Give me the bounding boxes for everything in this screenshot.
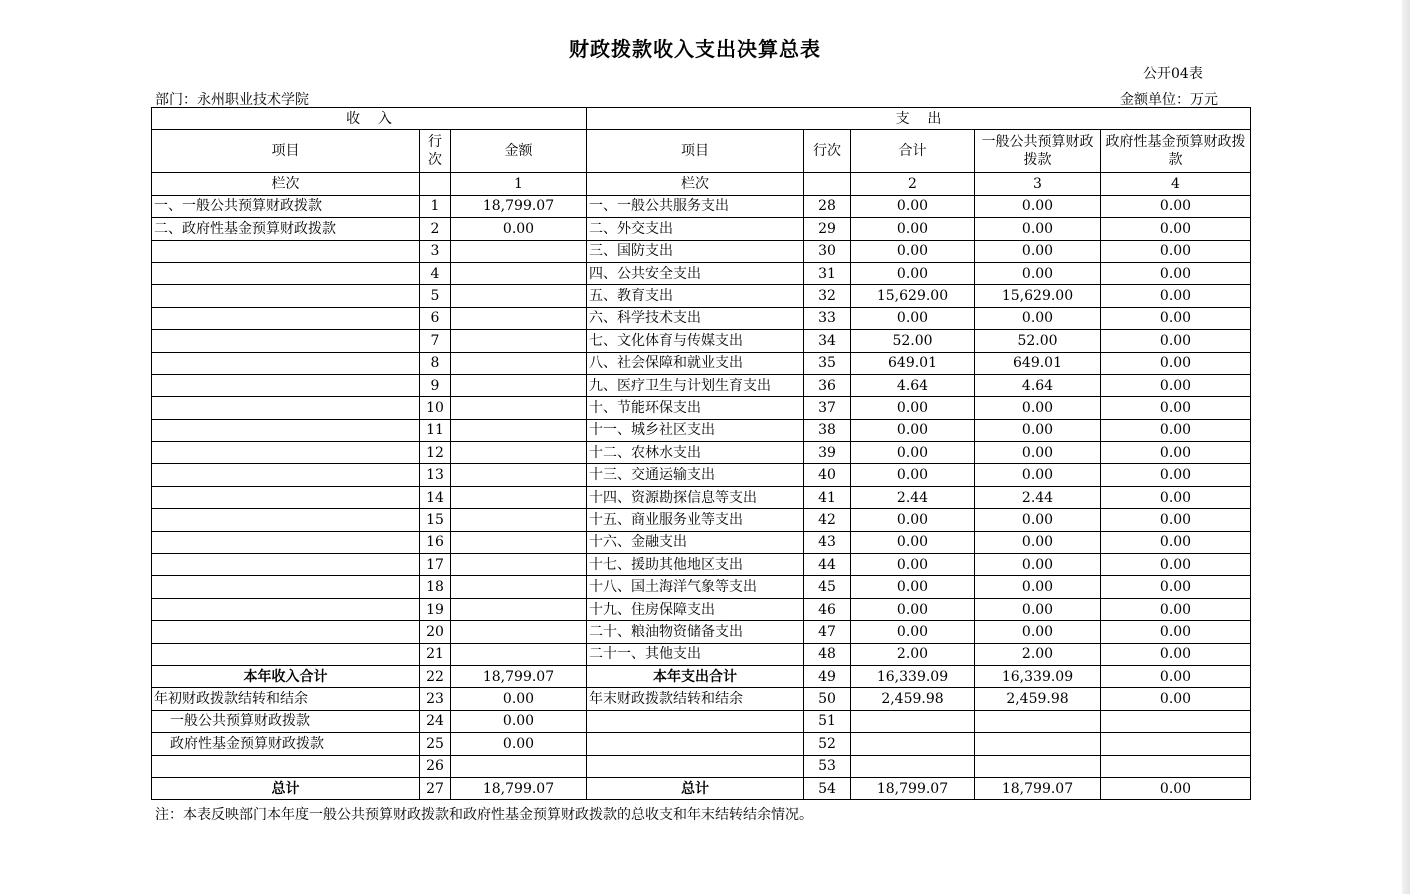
expense-line-cell: 44 <box>804 554 851 576</box>
expense-fund-cell: 0.00 <box>1101 665 1251 687</box>
expense-item-cell: 一、一般公共服务支出 <box>587 195 804 217</box>
expense-total-cell: 2.00 <box>851 643 975 665</box>
income-item-cell: 一、一般公共预算财政拨款 <box>152 195 420 217</box>
income-amount-cell <box>451 374 587 396</box>
expense-item-cell: 九、医疗卫生与计划生育支出 <box>587 374 804 396</box>
expense-line-cell: 52 <box>804 733 851 755</box>
expense-fund-cell: 0.00 <box>1101 218 1251 240</box>
expense-item-cell <box>587 755 804 777</box>
income-amount-cell <box>451 285 587 307</box>
expense-line-cell: 37 <box>804 397 851 419</box>
expense-general-cell <box>975 710 1101 732</box>
income-line-cell: 13 <box>420 464 451 486</box>
col-index-empty <box>420 173 451 195</box>
table-row <box>152 665 1251 687</box>
table-row <box>152 330 1251 352</box>
income-item-cell: 年初财政拨款结转和结余 <box>152 688 420 710</box>
income-line-cell: 11 <box>420 419 451 441</box>
column-index-row <box>152 173 1251 195</box>
income-item-cell <box>152 486 420 508</box>
table-row <box>152 285 1251 307</box>
income-line-cell: 18 <box>420 576 451 598</box>
income-item-cell <box>152 509 420 531</box>
expense-total-cell: 0.00 <box>851 442 975 464</box>
expense-fund-cell: 0.00 <box>1101 374 1251 396</box>
income-line-cell: 20 <box>420 621 451 643</box>
expense-item-cell <box>587 733 804 755</box>
income-amount-cell <box>451 419 587 441</box>
income-amount-cell: 0.00 <box>451 218 587 240</box>
expense-line-cell: 36 <box>804 374 851 396</box>
expense-fund-cell: 0.00 <box>1101 486 1251 508</box>
income-item-cell: 总计 <box>152 777 420 799</box>
expense-item-cell: 十六、金融支出 <box>587 531 804 553</box>
expense-total-cell: 16,339.09 <box>851 665 975 687</box>
expense-item-cell: 十四、资源勘探信息等支出 <box>587 486 804 508</box>
income-line-cell: 26 <box>420 755 451 777</box>
expense-general-cell: 16,339.09 <box>975 665 1101 687</box>
col-index-3: 3 <box>975 173 1101 195</box>
table-row <box>152 442 1251 464</box>
expense-general-cell: 4.64 <box>975 374 1101 396</box>
expense-fund-cell: 0.00 <box>1101 240 1251 262</box>
table-row <box>152 621 1251 643</box>
col-label-right: 栏次 <box>587 173 804 195</box>
expense-total-cell: 0.00 <box>851 419 975 441</box>
expense-fund-cell: 0.00 <box>1101 598 1251 620</box>
income-line-cell: 6 <box>420 307 451 329</box>
expense-fund-cell: 0.00 <box>1101 643 1251 665</box>
expense-fund-cell: 0.00 <box>1101 688 1251 710</box>
expense-general-cell: 0.00 <box>975 240 1101 262</box>
expense-total-cell: 0.00 <box>851 621 975 643</box>
table-row <box>152 554 1251 576</box>
table-row <box>152 733 1251 755</box>
expense-fund-cell: 0.00 <box>1101 621 1251 643</box>
table-row <box>152 710 1251 732</box>
expense-line-cell: 42 <box>804 509 851 531</box>
table-row <box>152 598 1251 620</box>
expense-total-cell: 2,459.98 <box>851 688 975 710</box>
expense-total-cell: 18,799.07 <box>851 777 975 799</box>
income-item-cell: 政府性基金预算财政拨款 <box>152 733 420 755</box>
expense-item-cell: 七、文化体育与传媒支出 <box>587 330 804 352</box>
expense-total-cell: 0.00 <box>851 531 975 553</box>
table-row <box>152 307 1251 329</box>
expense-fund-cell <box>1101 755 1251 777</box>
expense-line-cell: 28 <box>804 195 851 217</box>
income-line-cell: 19 <box>420 598 451 620</box>
income-amount-cell <box>451 531 587 553</box>
income-line-cell: 17 <box>420 554 451 576</box>
income-amount-cell <box>451 755 587 777</box>
expense-general-cell: 52.00 <box>975 330 1101 352</box>
table-row <box>152 397 1251 419</box>
budget-summary-table <box>151 107 1251 800</box>
income-item-cell <box>152 240 420 262</box>
expense-item-cell: 六、科学技术支出 <box>587 307 804 329</box>
expense-item-cell: 四、公共安全支出 <box>587 262 804 284</box>
expense-fund-cell: 0.00 <box>1101 554 1251 576</box>
table-body <box>152 108 1251 800</box>
table-note: 注：本表反映部门本年度一般公共预算财政拨款和政府性基金预算财政拨款的总收支和年末结转结余情况。 <box>155 807 813 823</box>
income-item-cell <box>152 262 420 284</box>
expense-fund-cell: 0.00 <box>1101 576 1251 598</box>
income-line-cell: 3 <box>420 240 451 262</box>
expense-total-cell <box>851 733 975 755</box>
expense-item-cell: 五、教育支出 <box>587 285 804 307</box>
form-number: 公开04表 <box>1143 66 1203 82</box>
expense-item-header: 项目 <box>587 130 804 173</box>
income-item-cell <box>152 419 420 441</box>
expense-fund-cell: 0.00 <box>1101 262 1251 284</box>
expense-total-cell: 15,629.00 <box>851 285 975 307</box>
income-line-cell: 24 <box>420 710 451 732</box>
income-line-cell: 10 <box>420 397 451 419</box>
expense-total-cell: 0.00 <box>851 464 975 486</box>
expense-fund-header: 政府性基金预算财政拨款 <box>1101 130 1251 173</box>
expense-fund-cell: 0.00 <box>1101 397 1251 419</box>
income-item-cell <box>152 330 420 352</box>
income-line-cell: 1 <box>420 195 451 217</box>
expense-item-cell: 二十一、其他支出 <box>587 643 804 665</box>
expense-line-cell: 43 <box>804 531 851 553</box>
expense-line-cell: 39 <box>804 442 851 464</box>
income-item-cell <box>152 621 420 643</box>
expense-general-cell: 0.00 <box>975 576 1101 598</box>
expense-line-cell: 31 <box>804 262 851 284</box>
expense-total-cell: 0.00 <box>851 397 975 419</box>
expense-total-cell: 0.00 <box>851 598 975 620</box>
expense-fund-cell: 0.00 <box>1101 307 1251 329</box>
expense-total-cell: 0.00 <box>851 509 975 531</box>
income-item-cell <box>152 755 420 777</box>
expense-line-cell: 47 <box>804 621 851 643</box>
income-amount-cell <box>451 442 587 464</box>
expense-fund-cell: 0.00 <box>1101 464 1251 486</box>
income-amount-cell <box>451 397 587 419</box>
page-title: 财政拨款收入支出决算总表 <box>569 37 821 61</box>
income-line-cell: 8 <box>420 352 451 374</box>
expense-line-cell: 48 <box>804 643 851 665</box>
income-item-cell <box>152 397 420 419</box>
expense-fund-cell: 0.00 <box>1101 330 1251 352</box>
income-line-header: 行次 <box>420 130 451 173</box>
expense-line-header: 行次 <box>804 130 851 173</box>
table-row <box>152 240 1251 262</box>
expense-total-cell <box>851 710 975 732</box>
income-item-cell: 一般公共预算财政拨款 <box>152 710 420 732</box>
income-amount-cell: 18,799.07 <box>451 777 587 799</box>
col-index-4: 4 <box>1101 173 1251 195</box>
income-item-cell <box>152 464 420 486</box>
expense-item-cell: 年末财政拨款结转和结余 <box>587 688 804 710</box>
expense-item-cell: 总计 <box>587 777 804 799</box>
income-amount-cell: 0.00 <box>451 688 587 710</box>
table-row <box>152 576 1251 598</box>
expense-group-header: 支 出 <box>587 108 1251 130</box>
window-edge <box>1402 0 1410 894</box>
expense-line-cell: 38 <box>804 419 851 441</box>
income-line-cell: 4 <box>420 262 451 284</box>
income-item-cell: 二、政府性基金预算财政拨款 <box>152 218 420 240</box>
income-amount-cell <box>451 509 587 531</box>
expense-fund-cell: 0.00 <box>1101 509 1251 531</box>
income-line-cell: 25 <box>420 733 451 755</box>
expense-general-cell <box>975 755 1101 777</box>
expense-total-cell: 0.00 <box>851 307 975 329</box>
table-row <box>152 218 1251 240</box>
expense-total-cell: 4.64 <box>851 374 975 396</box>
expense-line-cell: 51 <box>804 710 851 732</box>
income-amount-cell <box>451 307 587 329</box>
expense-fund-cell: 0.00 <box>1101 285 1251 307</box>
income-amount-cell <box>451 576 587 598</box>
expense-item-cell: 二十、粮油物资储备支出 <box>587 621 804 643</box>
income-amount-cell <box>451 330 587 352</box>
expense-total-cell: 2.44 <box>851 486 975 508</box>
expense-total-cell: 649.01 <box>851 352 975 374</box>
income-line-cell: 12 <box>420 442 451 464</box>
expense-line-cell: 45 <box>804 576 851 598</box>
table-row <box>152 531 1251 553</box>
income-amount-cell: 0.00 <box>451 733 587 755</box>
expense-general-cell: 0.00 <box>975 218 1101 240</box>
table-row <box>152 195 1251 217</box>
expense-line-cell: 32 <box>804 285 851 307</box>
expense-item-cell: 十二、农林水支出 <box>587 442 804 464</box>
income-item-cell <box>152 531 420 553</box>
expense-fund-cell: 0.00 <box>1101 419 1251 441</box>
amount-unit-label: 金额单位：万元 <box>1120 92 1218 108</box>
expense-general-header: 一般公共预算财政拨款 <box>975 130 1101 173</box>
table-row <box>152 262 1251 284</box>
expense-general-cell: 0.00 <box>975 195 1101 217</box>
expense-fund-cell: 0.00 <box>1101 777 1251 799</box>
expense-line-cell: 35 <box>804 352 851 374</box>
expense-total-cell: 0.00 <box>851 576 975 598</box>
department-label: 部门：永州职业技术学院 <box>155 92 309 108</box>
column-header-row <box>152 130 1251 173</box>
income-amount-cell <box>451 621 587 643</box>
income-line-cell: 15 <box>420 509 451 531</box>
expense-general-cell: 0.00 <box>975 397 1101 419</box>
income-amount-cell: 18,799.07 <box>451 195 587 217</box>
expense-item-cell: 本年支出合计 <box>587 665 804 687</box>
expense-line-cell: 50 <box>804 688 851 710</box>
col-index-1: 1 <box>451 173 587 195</box>
income-item-cell <box>152 307 420 329</box>
income-line-cell: 21 <box>420 643 451 665</box>
expense-general-cell: 2.00 <box>975 643 1101 665</box>
expense-item-cell: 三、国防支出 <box>587 240 804 262</box>
income-item-cell <box>152 576 420 598</box>
income-line-cell: 14 <box>420 486 451 508</box>
expense-general-cell: 0.00 <box>975 531 1101 553</box>
expense-general-cell: 0.00 <box>975 307 1101 329</box>
income-item-cell <box>152 442 420 464</box>
income-amount-cell <box>451 554 587 576</box>
income-item-cell <box>152 285 420 307</box>
income-item-cell <box>152 374 420 396</box>
expense-total-cell: 0.00 <box>851 240 975 262</box>
income-line-cell: 9 <box>420 374 451 396</box>
income-amount-cell <box>451 464 587 486</box>
income-amount-cell <box>451 643 587 665</box>
expense-general-cell: 0.00 <box>975 621 1101 643</box>
income-line-cell: 27 <box>420 777 451 799</box>
expense-general-cell: 18,799.07 <box>975 777 1101 799</box>
expense-general-cell: 0.00 <box>975 464 1101 486</box>
expense-item-cell: 十一、城乡社区支出 <box>587 419 804 441</box>
expense-total-header: 合计 <box>851 130 975 173</box>
expense-general-cell: 0.00 <box>975 442 1101 464</box>
table-row <box>152 374 1251 396</box>
expense-general-cell: 0.00 <box>975 554 1101 576</box>
table-row <box>152 688 1251 710</box>
income-item-header: 项目 <box>152 130 420 173</box>
table-row <box>152 464 1251 486</box>
expense-general-cell <box>975 733 1101 755</box>
expense-general-cell: 0.00 <box>975 262 1101 284</box>
expense-item-cell: 二、外交支出 <box>587 218 804 240</box>
income-amount-cell <box>451 262 587 284</box>
expense-total-cell: 0.00 <box>851 554 975 576</box>
income-line-cell: 5 <box>420 285 451 307</box>
expense-general-cell: 2.44 <box>975 486 1101 508</box>
expense-total-cell <box>851 755 975 777</box>
expense-item-cell: 十七、援助其他地区支出 <box>587 554 804 576</box>
expense-line-cell: 46 <box>804 598 851 620</box>
expense-general-cell: 15,629.00 <box>975 285 1101 307</box>
expense-item-cell <box>587 710 804 732</box>
expense-general-cell: 0.00 <box>975 509 1101 531</box>
expense-item-cell: 十五、商业服务业等支出 <box>587 509 804 531</box>
expense-line-cell: 33 <box>804 307 851 329</box>
income-amount-cell <box>451 486 587 508</box>
table-row <box>152 352 1251 374</box>
income-line-cell: 22 <box>420 665 451 687</box>
table-row <box>152 509 1251 531</box>
income-amount-cell <box>451 352 587 374</box>
expense-general-cell: 649.01 <box>975 352 1101 374</box>
expense-line-cell: 29 <box>804 218 851 240</box>
expense-total-cell: 0.00 <box>851 262 975 284</box>
expense-total-cell: 0.00 <box>851 195 975 217</box>
expense-item-cell: 十、节能环保支出 <box>587 397 804 419</box>
expense-line-cell: 54 <box>804 777 851 799</box>
income-amount-cell: 18,799.07 <box>451 665 587 687</box>
income-amount-header: 金额 <box>451 130 587 173</box>
income-amount-cell: 0.00 <box>451 710 587 732</box>
group-header-row <box>152 108 1251 130</box>
expense-general-cell: 2,459.98 <box>975 688 1101 710</box>
income-item-cell <box>152 554 420 576</box>
expense-fund-cell <box>1101 710 1251 732</box>
table-row <box>152 777 1251 799</box>
expense-line-cell: 40 <box>804 464 851 486</box>
expense-total-cell: 52.00 <box>851 330 975 352</box>
income-line-cell: 7 <box>420 330 451 352</box>
expense-line-cell: 49 <box>804 665 851 687</box>
expense-fund-cell: 0.00 <box>1101 352 1251 374</box>
income-item-cell <box>152 643 420 665</box>
expense-general-cell: 0.00 <box>975 419 1101 441</box>
expense-line-cell: 53 <box>804 755 851 777</box>
income-line-cell: 2 <box>420 218 451 240</box>
table-row <box>152 419 1251 441</box>
expense-fund-cell <box>1101 733 1251 755</box>
income-group-header: 收 入 <box>152 108 587 130</box>
table-row <box>152 486 1251 508</box>
table-row <box>152 755 1251 777</box>
col-index-empty <box>804 173 851 195</box>
col-label-left: 栏次 <box>152 173 420 195</box>
col-index-2: 2 <box>851 173 975 195</box>
expense-general-cell: 0.00 <box>975 598 1101 620</box>
income-amount-cell <box>451 598 587 620</box>
expense-line-cell: 41 <box>804 486 851 508</box>
table-row <box>152 643 1251 665</box>
income-amount-cell <box>451 240 587 262</box>
expense-fund-cell: 0.00 <box>1101 195 1251 217</box>
income-item-cell: 本年收入合计 <box>152 665 420 687</box>
expense-item-cell: 十九、住房保障支出 <box>587 598 804 620</box>
expense-line-cell: 30 <box>804 240 851 262</box>
income-line-cell: 23 <box>420 688 451 710</box>
expense-line-cell: 34 <box>804 330 851 352</box>
income-item-cell <box>152 352 420 374</box>
expense-item-cell: 十八、国土海洋气象等支出 <box>587 576 804 598</box>
expense-fund-cell: 0.00 <box>1101 531 1251 553</box>
expense-item-cell: 十三、交通运输支出 <box>587 464 804 486</box>
expense-item-cell: 八、社会保障和就业支出 <box>587 352 804 374</box>
expense-fund-cell: 0.00 <box>1101 442 1251 464</box>
income-item-cell <box>152 598 420 620</box>
income-line-cell: 16 <box>420 531 451 553</box>
expense-total-cell: 0.00 <box>851 218 975 240</box>
